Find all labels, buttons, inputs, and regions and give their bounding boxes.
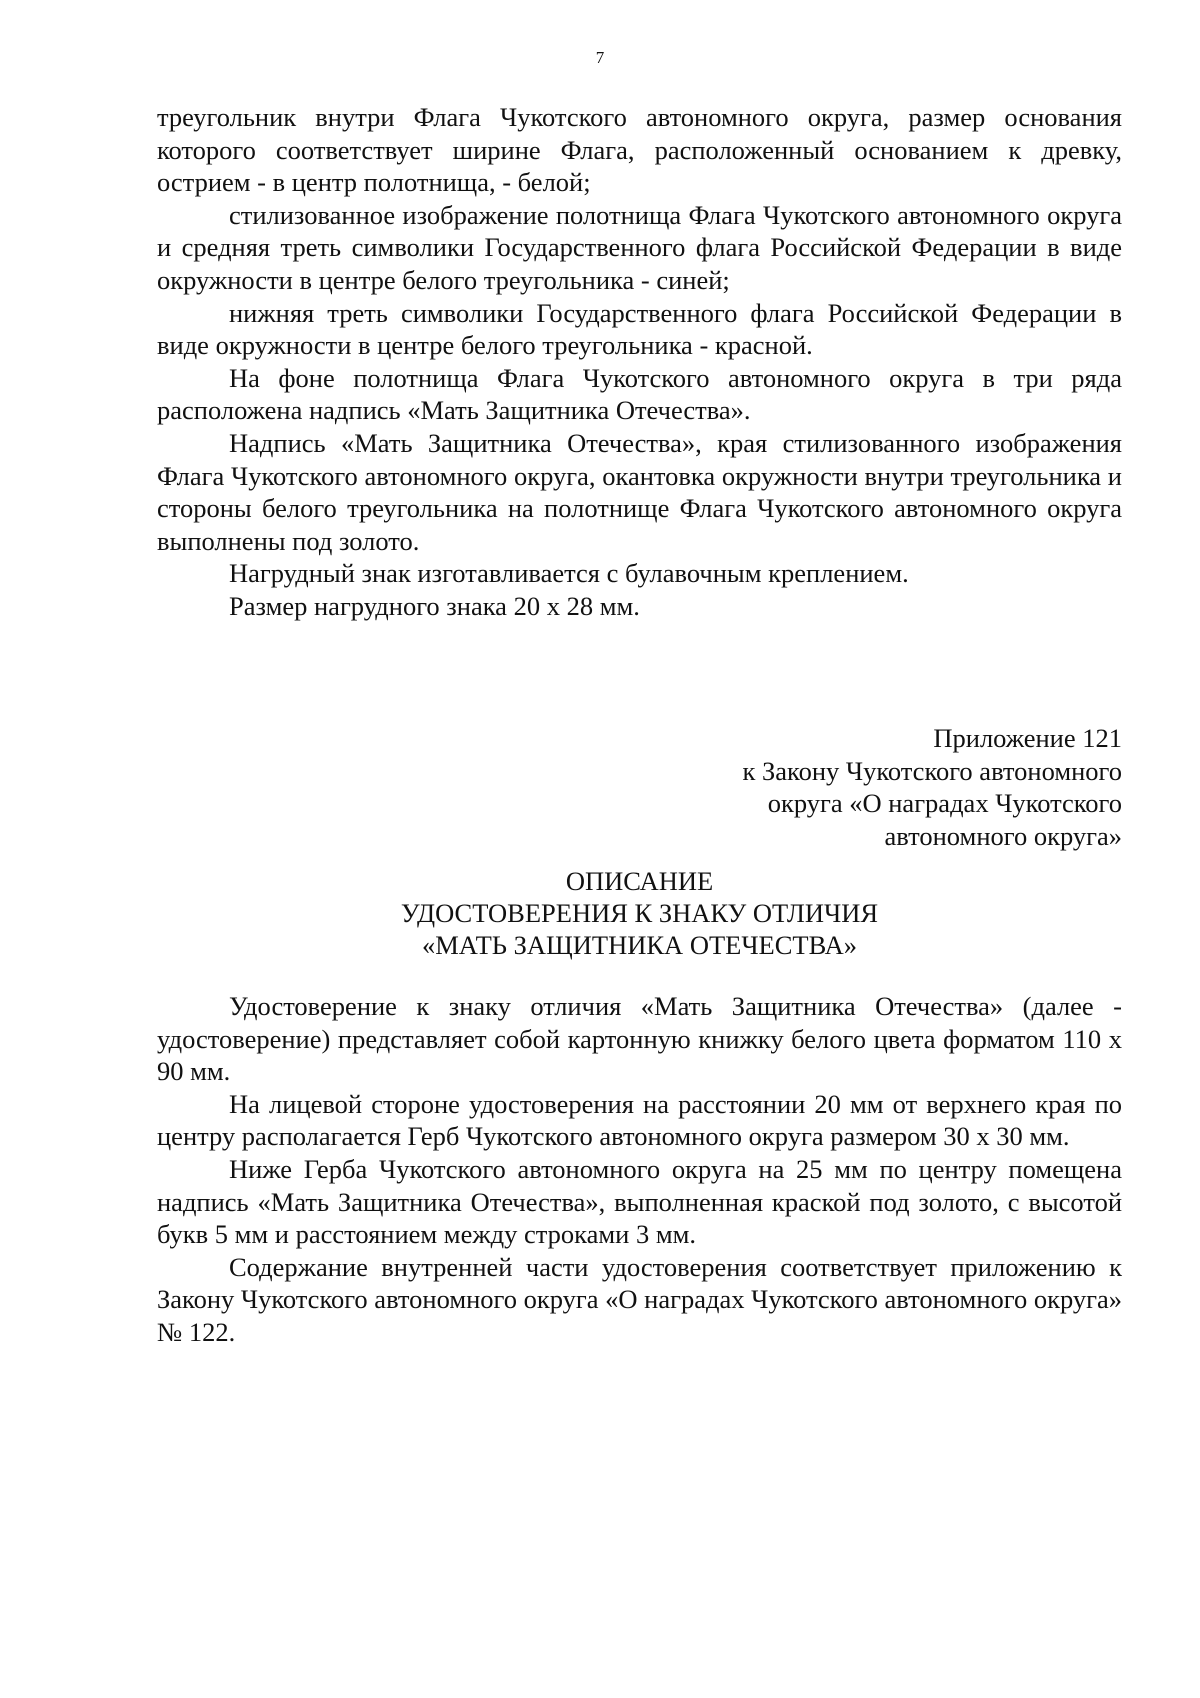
- description-continued: [157, 101, 1122, 623]
- paragraph-inner-content: Содержание внутренней части удостоверения соответствует приложению к Закону Чукотского автономного округа «О наградах Чукотского автономного округа» № 122.: [157, 1251, 1122, 1347]
- annex-line: автономного округа»: [884, 820, 1122, 851]
- paragraph-pin: Нагрудный знак изготавливается с булавочным креплением.: [229, 558, 909, 589]
- annex-line: округа «О наградах Чукотского: [767, 788, 1122, 819]
- paragraph-badge-size: Размер нагрудного знака 20 х 28 мм.: [229, 590, 640, 621]
- heading-line: «МАТЬ ЗАЩИТНИКА ОТЕЧЕСТВА»: [421, 930, 857, 961]
- certificate-description: [157, 990, 1122, 1349]
- paragraph-gold: Надпись «Мать Защитника Отечества», края стилизованного изображения Флага Чукотского автономного округа, окантовка окружности внутри треугольника и стороны белого треугольника на полотнище Флага Чукотского автономного округа выполнены под золото.: [157, 427, 1122, 556]
- paragraph-lower-third: нижняя треть символики Государственного флага Российской Федерации в виде окружности в центре белого треугольника - красной.: [157, 297, 1122, 361]
- paragraph-triangle: треугольник внутри Флага Чукотского автономного округа, размер основания которого соответствует ширине Флага, расположенный основанием к древку, острием - в центр полотнища, - белой;: [157, 102, 1122, 198]
- heading-line: ОПИСАНИЕ: [565, 866, 714, 897]
- annex-line: к Закону Чукотского автономного: [742, 755, 1122, 786]
- document-heading: [157, 865, 1122, 961]
- page-number: 7: [595, 48, 605, 67]
- paragraph-certificate-format: Удостоверение к знаку отличия «Мать Защитника Отечества» (далее - удостоверение) представляет собой картонную книжку белого цвета форматом 110 х 90 мм.: [157, 991, 1122, 1087]
- paragraph-front-side: На лицевой стороне удостоверения на расстоянии 20 мм от верхнего края по центру располагается Герб Чукотского автономного округа размером 30 х 30 мм.: [157, 1088, 1122, 1152]
- annex-title: Приложение 121: [933, 723, 1122, 753]
- paragraph-stylized-flag: стилизованное изображение полотнища Флага Чукотского автономного округа и средняя треть символики Государственного флага Российской Федерации в виде окружности в центре белого треугольника - синей;: [157, 199, 1122, 295]
- annex-block: [157, 722, 1122, 961]
- paragraph-inscription: На фоне полотнища Флага Чукотского автономного округа в три ряда расположена надпись «Мать Защитника Отечества».: [157, 362, 1122, 426]
- heading-line: УДОСТОВЕРЕНИЯ К ЗНАКУ ОТЛИЧИЯ: [400, 898, 879, 929]
- paragraph-inscription-placement: Ниже Герба Чукотского автономного округа на 25 мм по центру помещена надпись «Мать Защитника Отечества», выполненная краской под золото, с высотой букв 5 мм и расстоянием между строками 3 мм.: [157, 1153, 1122, 1250]
